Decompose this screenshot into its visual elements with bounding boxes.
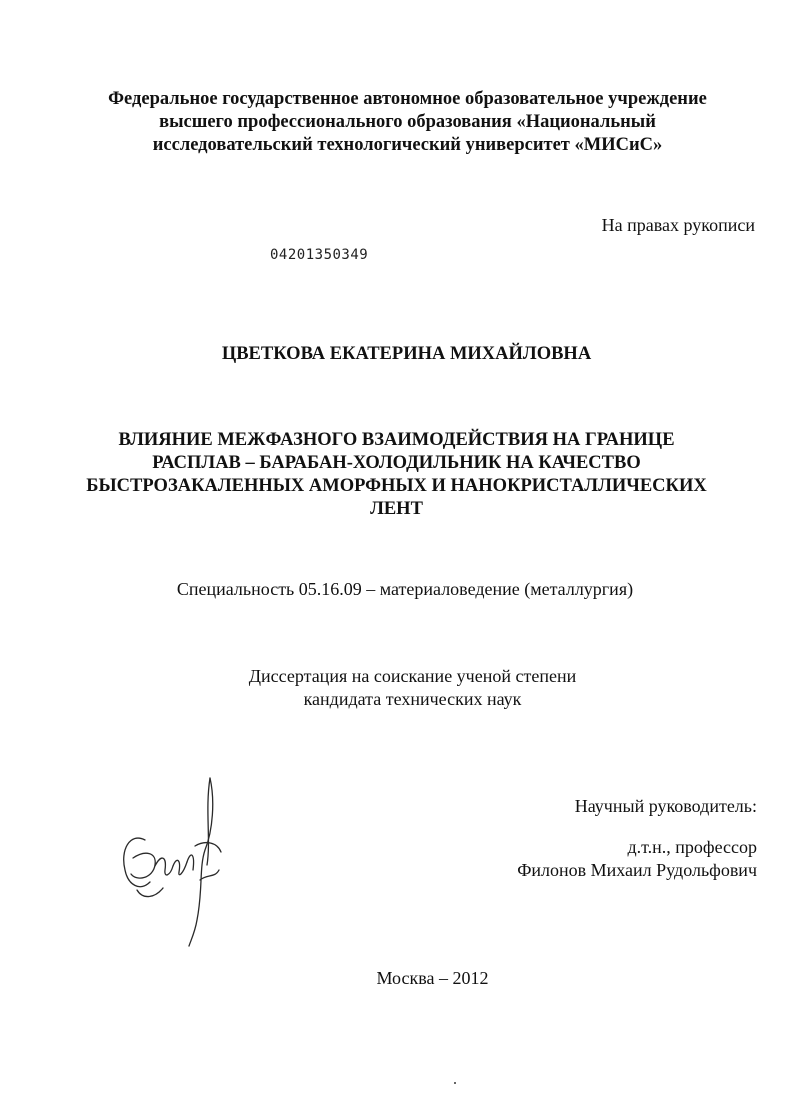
title-line-1: ВЛИЯНИЕ МЕЖФАЗНОГО ВЗАИМОДЕЙСТВИЯ НА ГРАНИЦЕ — [118, 430, 675, 450]
catalog-code: 04201350349 — [270, 247, 369, 263]
title-line-4: ЛЕНТ — [370, 499, 423, 519]
degree-line-1: Диссертация на соискание ученой степени — [248, 666, 577, 686]
specialty-line: Специальность 05.16.09 – материаловедение (металлургия) — [176, 579, 634, 599]
handwritten-signature — [115, 770, 230, 950]
dissertation-title — [0, 429, 795, 521]
advisor-degree: д.т.н., профессор — [627, 837, 757, 857]
institution-line-1: Федеральное государственное автономное образовательное учреждение — [108, 89, 707, 109]
advisor-block — [517, 795, 757, 882]
institution-line-3: исследовательский технологический университет «МИСиС» — [152, 135, 663, 155]
degree-statement — [0, 665, 795, 711]
title-line-2: РАСПЛАВ – БАРАБАН-ХОЛОДИЛЬНИК НА КАЧЕСТВО — [152, 453, 641, 473]
scan-speck — [454, 1082, 456, 1084]
advisor-name: Филонов Михаил Рудольфович — [517, 860, 757, 880]
author-name: ЦВЕТКОВА ЕКАТЕРИНА МИХАЙЛОВНА — [221, 344, 592, 364]
institution-line-2: высшего профессионального образования «Национальный — [159, 112, 656, 132]
institution-header — [0, 88, 795, 157]
city-year: Москва – 2012 — [376, 968, 489, 988]
rights-note: На правах рукописи — [601, 215, 755, 235]
degree-line-2: кандидата технических наук — [303, 689, 522, 709]
title-line-3: БЫСТРОЗАКАЛЕННЫХ АМОРФНЫХ И НАНОКРИСТАЛЛИЧЕСКИХ — [86, 476, 707, 496]
advisor-label: Научный руководитель: — [574, 796, 757, 816]
